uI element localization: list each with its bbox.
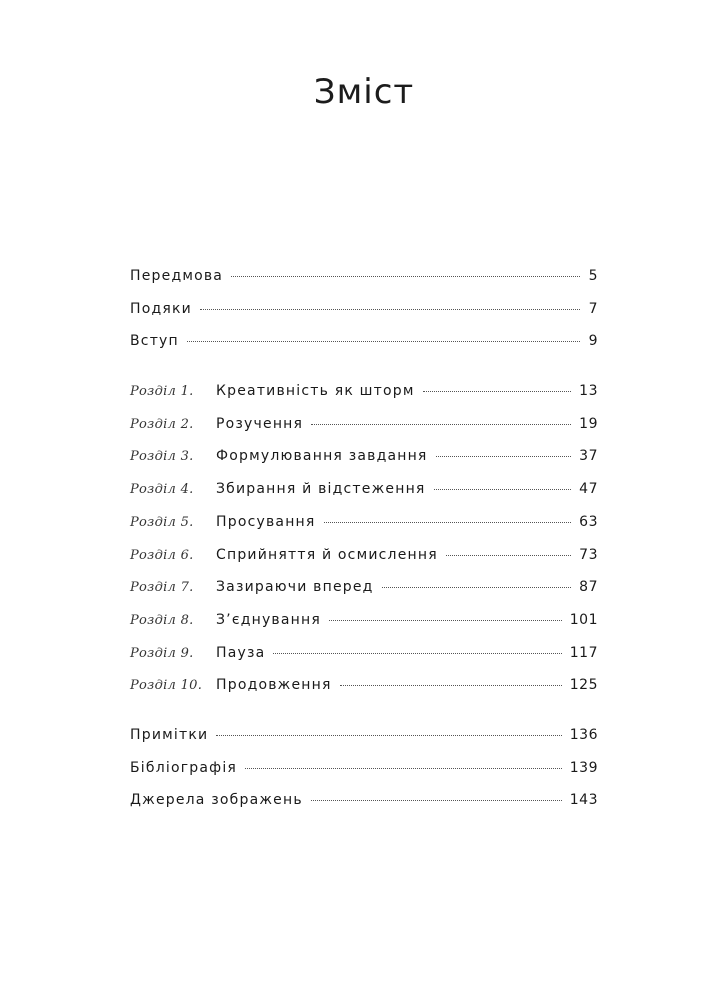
dot-leader [311, 424, 571, 425]
chapter-label: Розділ 2. [130, 416, 194, 432]
chapter-title: Сприйняття й осмислення [216, 546, 438, 563]
page-number: 19 [579, 415, 598, 432]
page-number: 9 [588, 333, 598, 350]
dot-leader [340, 685, 562, 686]
dot-leader [311, 800, 562, 801]
toc-chapter-entry[interactable] [130, 547, 598, 580]
chapter-title: Збирання й відстеження [216, 481, 426, 498]
dot-leader [434, 489, 572, 490]
dot-leader [324, 522, 572, 523]
back-matter-group [130, 727, 598, 825]
dot-leader [446, 555, 571, 556]
entry-title: Джерела зображень [130, 792, 303, 809]
page-number: 73 [579, 546, 598, 563]
page-number: 7 [588, 300, 598, 317]
toc-chapter-entry[interactable] [130, 416, 598, 449]
toc-chapter-entry[interactable] [130, 448, 598, 481]
chapter-title: Пауза [216, 644, 266, 661]
chapter-label: Розділ 6. [130, 547, 194, 563]
page-number: 5 [588, 268, 598, 284]
chapter-title: Креативність як шторм [216, 383, 415, 400]
dot-leader [245, 768, 562, 769]
page-number: 87 [579, 579, 598, 596]
dot-leader [200, 309, 580, 310]
dot-leader [436, 456, 572, 457]
toc-chapter-entry[interactable] [130, 514, 598, 547]
entry-title: Вступ [130, 333, 179, 350]
toc-chapter-entry[interactable] [130, 481, 598, 514]
dot-leader [231, 276, 580, 277]
toc-chapter-entry[interactable] [130, 645, 598, 678]
page-number: 47 [579, 481, 598, 498]
entry-title: Подяки [130, 300, 192, 317]
chapter-title: З’єднування [216, 611, 321, 628]
chapter-label: Розділ 4. [130, 482, 194, 498]
toc-entry[interactable] [130, 333, 598, 366]
dot-leader [216, 735, 561, 736]
toc-entry[interactable] [130, 268, 598, 301]
page-number: 101 [569, 611, 598, 628]
front-matter-group [130, 268, 598, 366]
toc-entry[interactable] [130, 301, 598, 334]
page-title: Зміст [313, 72, 415, 112]
dot-leader [423, 391, 572, 392]
chapter-label: Розділ 7. [130, 580, 194, 596]
page-number: 37 [579, 448, 598, 465]
chapters-group [130, 383, 598, 710]
page-number: 13 [579, 383, 598, 400]
dot-leader [329, 620, 562, 621]
toc-chapter-entry[interactable] [130, 612, 598, 645]
dot-leader [382, 587, 572, 588]
toc-chapter-entry[interactable] [130, 677, 598, 710]
chapter-label: Розділ 3. [130, 449, 194, 465]
chapter-title: Розучення [216, 415, 304, 432]
chapter-title: Зазираючи вперед [216, 579, 374, 596]
toc-entry[interactable] [130, 727, 598, 760]
page-number: 136 [569, 726, 598, 743]
chapter-title: Просування [216, 513, 316, 530]
table-of-contents [130, 268, 598, 842]
chapter-title: Продовження [216, 677, 332, 694]
page-number: 143 [569, 792, 598, 809]
chapter-label: Розділ 8. [130, 612, 194, 628]
toc-entry[interactable] [130, 792, 598, 825]
page-number: 63 [579, 513, 598, 530]
entry-title: Примітки [130, 726, 209, 743]
entry-title: Бібліографія [130, 759, 238, 776]
page-number: 139 [569, 759, 598, 776]
chapter-label: Розділ 1. [130, 384, 194, 400]
dot-leader [187, 341, 580, 342]
chapter-label: Розділ 10. [130, 678, 203, 694]
toc-chapter-entry[interactable] [130, 579, 598, 612]
chapter-label: Розділ 5. [130, 514, 194, 530]
page-number: 125 [569, 677, 598, 694]
toc-entry[interactable] [130, 760, 598, 793]
page-number: 117 [569, 644, 598, 661]
toc-chapter-entry[interactable] [130, 383, 598, 416]
entry-title: Передмова [130, 268, 224, 284]
chapter-title: Формулювання завдання [216, 448, 428, 465]
dot-leader [273, 653, 561, 654]
chapter-label: Розділ 9. [130, 645, 194, 661]
